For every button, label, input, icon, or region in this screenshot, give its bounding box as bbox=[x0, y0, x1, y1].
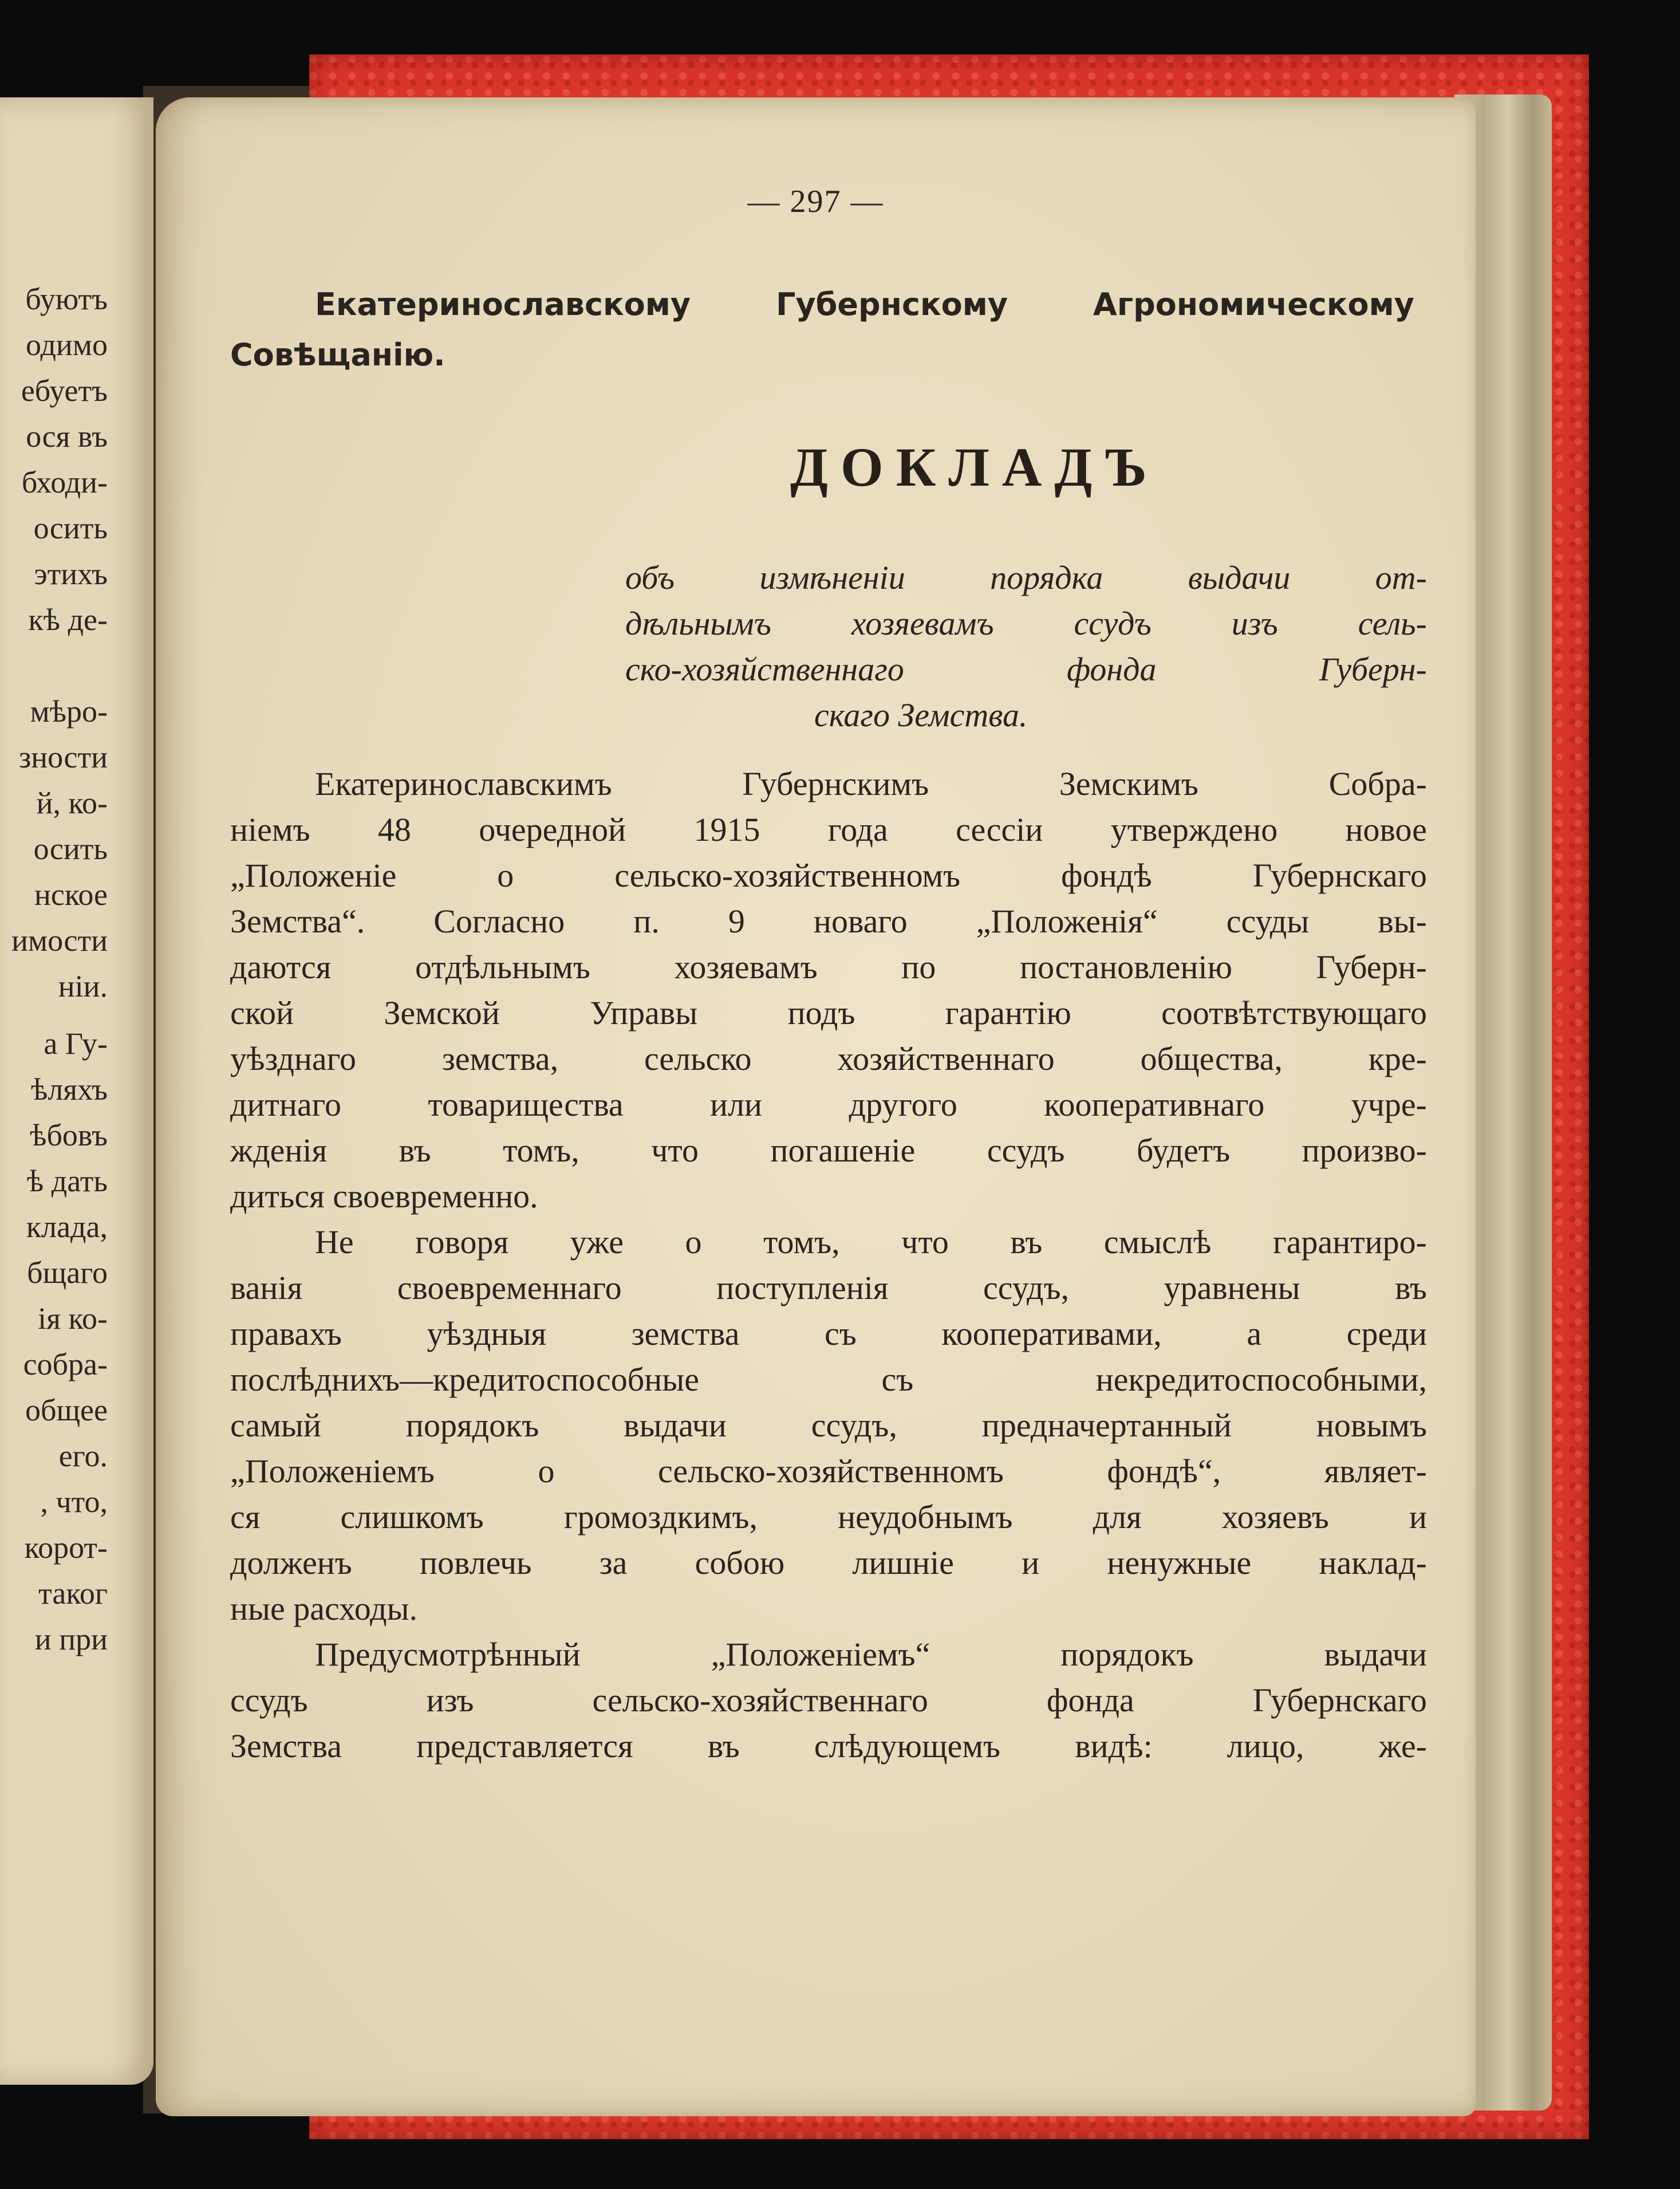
left-fragment: ніи. bbox=[58, 969, 108, 1003]
subtitle-line: дѣльнымъ хозяевамъ ссудъ изъ сель- bbox=[625, 605, 1427, 642]
left-fragment: ося въ bbox=[26, 419, 108, 454]
left-fragment: этихъ bbox=[34, 557, 108, 591]
body-line: Предусмотрѣнный „Положеніемъ“ порядокъ выдачи bbox=[315, 1636, 1427, 1673]
body-line: Земства“. Согласно п. 9 новаго „Положенія“ ссуды вы- bbox=[230, 903, 1427, 940]
left-fragment: и при bbox=[34, 1622, 108, 1656]
body-line: самый порядокъ выдачи ссудъ, предначертанный новымъ bbox=[230, 1407, 1427, 1444]
left-fragment: одимо bbox=[26, 328, 108, 362]
page-number: — 297 — bbox=[747, 184, 884, 219]
body-line: дитнаго товарищества или другого кооперативнаго учре- bbox=[230, 1086, 1427, 1123]
body-line: Не говоря уже о томъ, что въ смыслѣ гарантиро- bbox=[315, 1223, 1427, 1261]
body-line: ской Земской Управы подъ гарантію соотвѣтствующаго bbox=[230, 994, 1427, 1031]
body-line: Екатеринославскимъ Губернскимъ Земскимъ Собра- bbox=[315, 765, 1427, 802]
left-fragment: имости bbox=[11, 923, 108, 958]
left-fragment: ѣ дать bbox=[26, 1164, 108, 1198]
left-fragment: мѣро- bbox=[30, 694, 108, 729]
body-line: „Положеніемъ о сельско-хозяйственномъ фондѣ“, являет- bbox=[230, 1452, 1427, 1490]
left-fragment: бходи- bbox=[21, 465, 108, 499]
left-fragment: бщаго bbox=[27, 1255, 108, 1290]
subtitle-line: ско-хозяйственнаго фонда Губерн- bbox=[625, 651, 1427, 688]
left-fragment: зности bbox=[18, 740, 108, 774]
body-line: ссудъ изъ сельско-хозяйственнаго фонда Губернскаго bbox=[230, 1682, 1427, 1719]
left-fragment: его. bbox=[58, 1439, 108, 1473]
body-line: ся слишкомъ громоздкимъ, неудобнымъ для хозяевъ и bbox=[230, 1498, 1427, 1536]
left-fragment: осить bbox=[33, 832, 108, 866]
body-line: диться своевременно. bbox=[230, 1178, 538, 1215]
left-fragment: й, ко- bbox=[36, 786, 108, 820]
left-fragment: ебуетъ bbox=[21, 373, 108, 408]
left-fragment: а Гу- bbox=[44, 1026, 108, 1061]
body-line: правахъ уѣздныя земства съ кооперативами, а среди bbox=[230, 1315, 1427, 1352]
body-line: Земства представляется въ слѣдующемъ видѣ: лицо, же- bbox=[230, 1727, 1427, 1765]
left-fragment: , что, bbox=[40, 1485, 108, 1519]
body-line: ніемъ 48 очередной 1915 года сессіи утверждено новое bbox=[230, 811, 1427, 848]
body-line: послѣднихъ—кредитоспособные съ некредитоспособными, bbox=[230, 1361, 1427, 1398]
subtitle-line: объ измѣненіи порядка выдачи от- bbox=[625, 559, 1427, 596]
body-line: ные расходы. bbox=[230, 1590, 418, 1627]
left-fragment: ѣляхъ bbox=[31, 1072, 108, 1107]
left-fragment: общее bbox=[25, 1393, 108, 1427]
left-fragment: кѣ де- bbox=[28, 603, 108, 637]
subtitle-line: скаго Земства. bbox=[814, 696, 1028, 734]
left-fragment: нское bbox=[34, 877, 108, 912]
document-heading: ДОКЛАДЪ bbox=[790, 436, 1160, 498]
body-line: долженъ повлечь за собою лишніе и ненужные наклад- bbox=[230, 1544, 1427, 1581]
left-fragment: ія ко- bbox=[38, 1301, 108, 1336]
left-fragment: клада, bbox=[26, 1210, 108, 1244]
left-fragment: буютъ bbox=[25, 282, 108, 316]
left-fragment: собра- bbox=[23, 1347, 108, 1381]
body-line: даются отдѣльнымъ хозяевамъ по постановленію Губерн- bbox=[230, 948, 1427, 986]
addressee-line: Совѣщанію. bbox=[230, 337, 445, 373]
body-line: уѣзднаго земства, сельско хозяйственнаго общества, кре- bbox=[230, 1040, 1427, 1077]
left-fragment: корот- bbox=[24, 1530, 108, 1565]
addressee-line: Екатеринославскому Губернскому Агрономическому bbox=[315, 286, 1414, 322]
body-line: жденія въ томъ, что погашеніе ссудъ будетъ произво- bbox=[230, 1132, 1427, 1169]
right-page bbox=[156, 97, 1476, 2116]
left-fragment: осить bbox=[33, 511, 108, 545]
left-page bbox=[0, 97, 153, 2085]
left-fragment: ѣбовъ bbox=[30, 1118, 108, 1152]
left-fragment: таког bbox=[38, 1576, 108, 1611]
body-line: „Положеніе о сельско-хозяйственномъ фондѣ Губернскаго bbox=[230, 857, 1427, 894]
body-line: ванія своевременнаго поступленія ссудъ, уравнены въ bbox=[230, 1269, 1427, 1306]
